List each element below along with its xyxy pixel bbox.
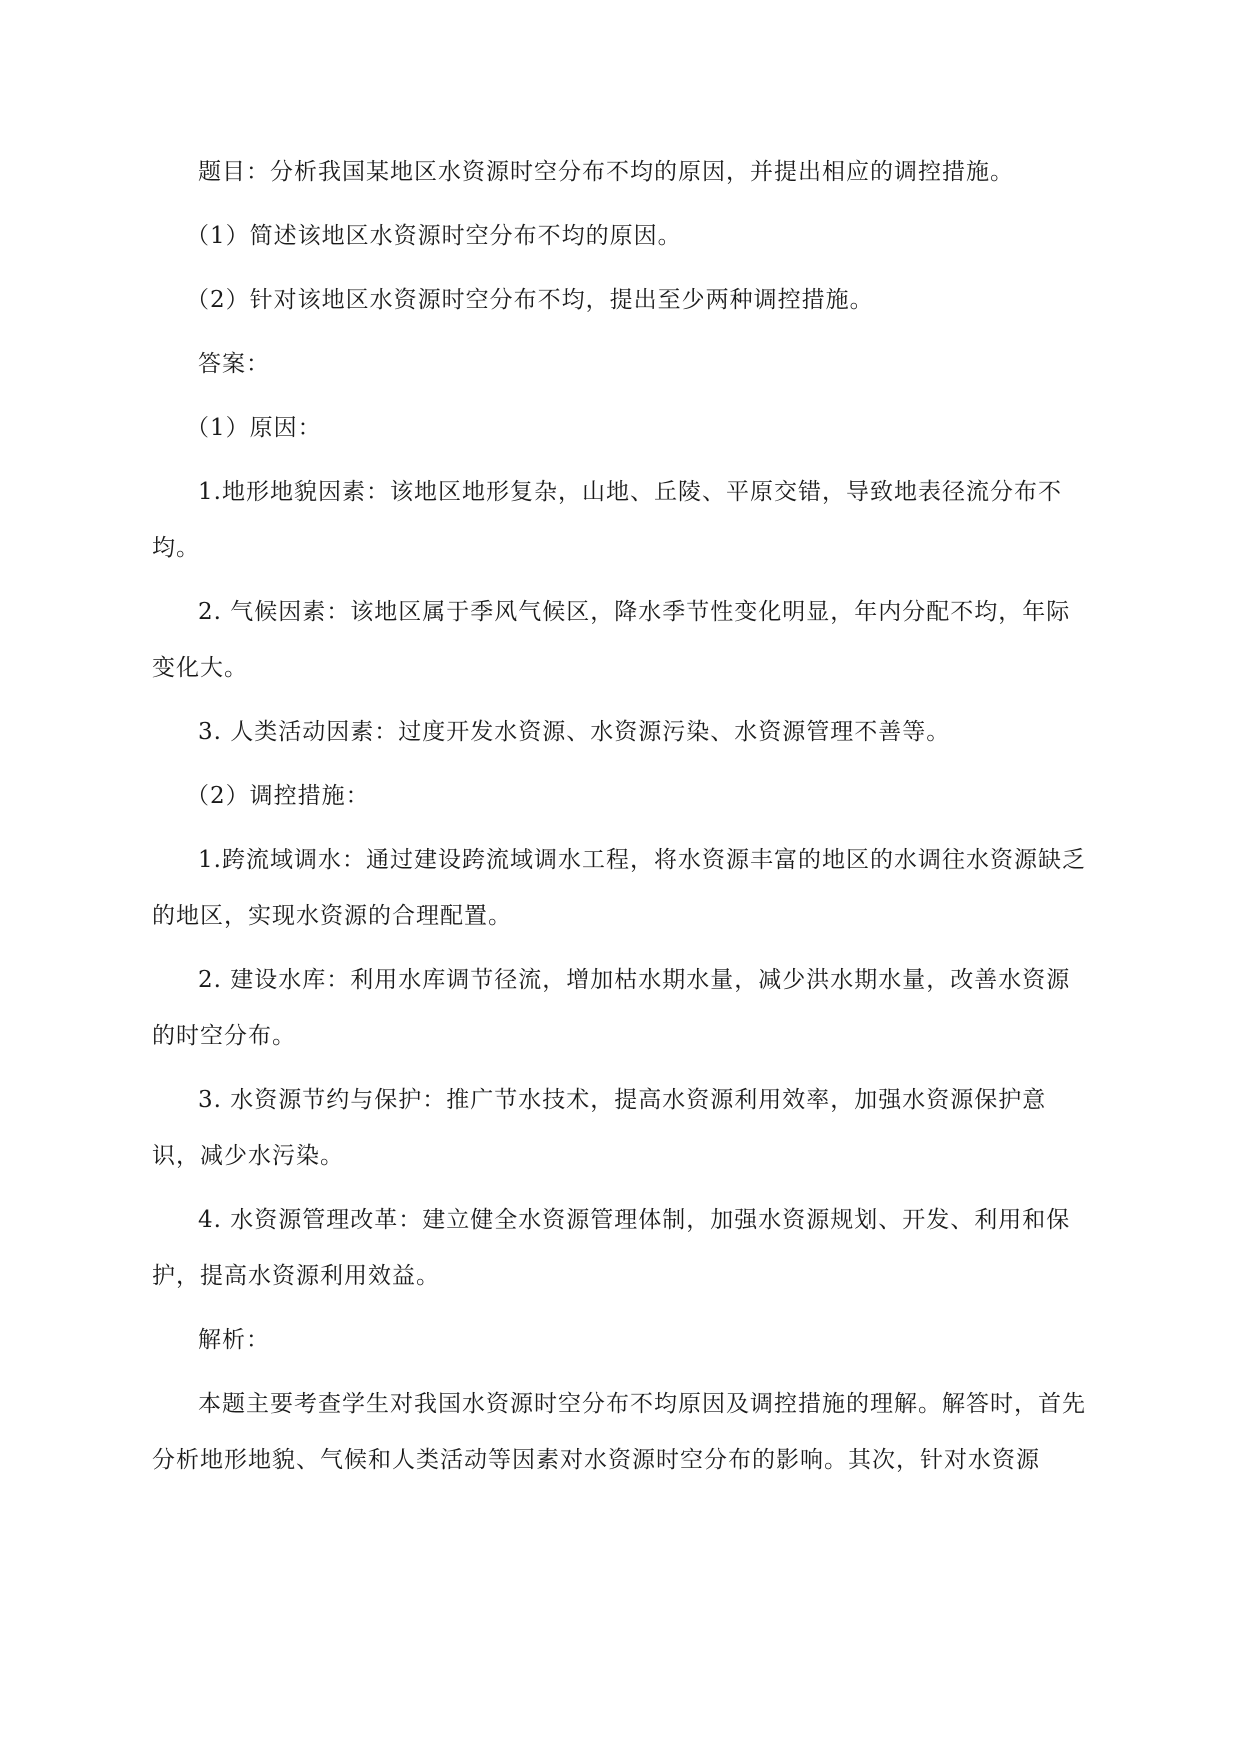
measure-item-3: 3. 水资源节约与保护：推广节水技术，提高水资源利用效率，加强水资源保护意识，减少水污染。 [152,1087,1047,1169]
analysis-heading: 解析： [198,1327,270,1353]
cause-item-1: 1.地形地貌因素：该地区地形复杂，山地、丘陵、平原交错，导致地表径流分布不均。 [152,479,1062,561]
measure-item-2: 2. 建设水库：利用水库调节径流，增加枯水期水量，减少洪水期水量，改善水资源的时空分布。 [152,967,1071,1049]
answer-heading: 答案： [198,351,270,377]
answer-section-2-heading: （2）调控措施： [186,783,370,809]
cause-item-2: 2. 气候因素：该地区属于季风气候区，降水季节性变化明显，年内分配不均，年际变化大。 [152,599,1071,681]
cause-item-3: 3. 人类活动因素：过度开发水资源、水资源污染、水资源管理不善等。 [198,719,951,745]
question-part-2: （2）针对该地区水资源时空分布不均，提出至少两种调控措施。 [186,287,874,313]
question-title: 题目：分析我国某地区水资源时空分布不均的原因，并提出相应的调控措施。 [198,159,1014,185]
analysis-text: 本题主要考查学生对我国水资源时空分布不均原因及调控措施的理解。解答时，首先分析地形地貌、气候和人类活动等因素对水资源时空分布的影响。其次，针对水资源 [152,1391,1086,1473]
measure-item-4: 4. 水资源管理改革：建立健全水资源管理体制，加强水资源规划、开发、利用和保护，提高水资源利用效益。 [152,1207,1071,1289]
document-body [152,144,1088,1496]
question-part-1: （1）简述该地区水资源时空分布不均的原因。 [186,223,682,249]
answer-section-1-heading: （1）原因： [186,415,322,441]
measure-item-1: 1.跨流域调水：通过建设跨流域调水工程，将水资源丰富的地区的水调往水资源缺乏的地区，实现水资源的合理配置。 [152,847,1086,929]
